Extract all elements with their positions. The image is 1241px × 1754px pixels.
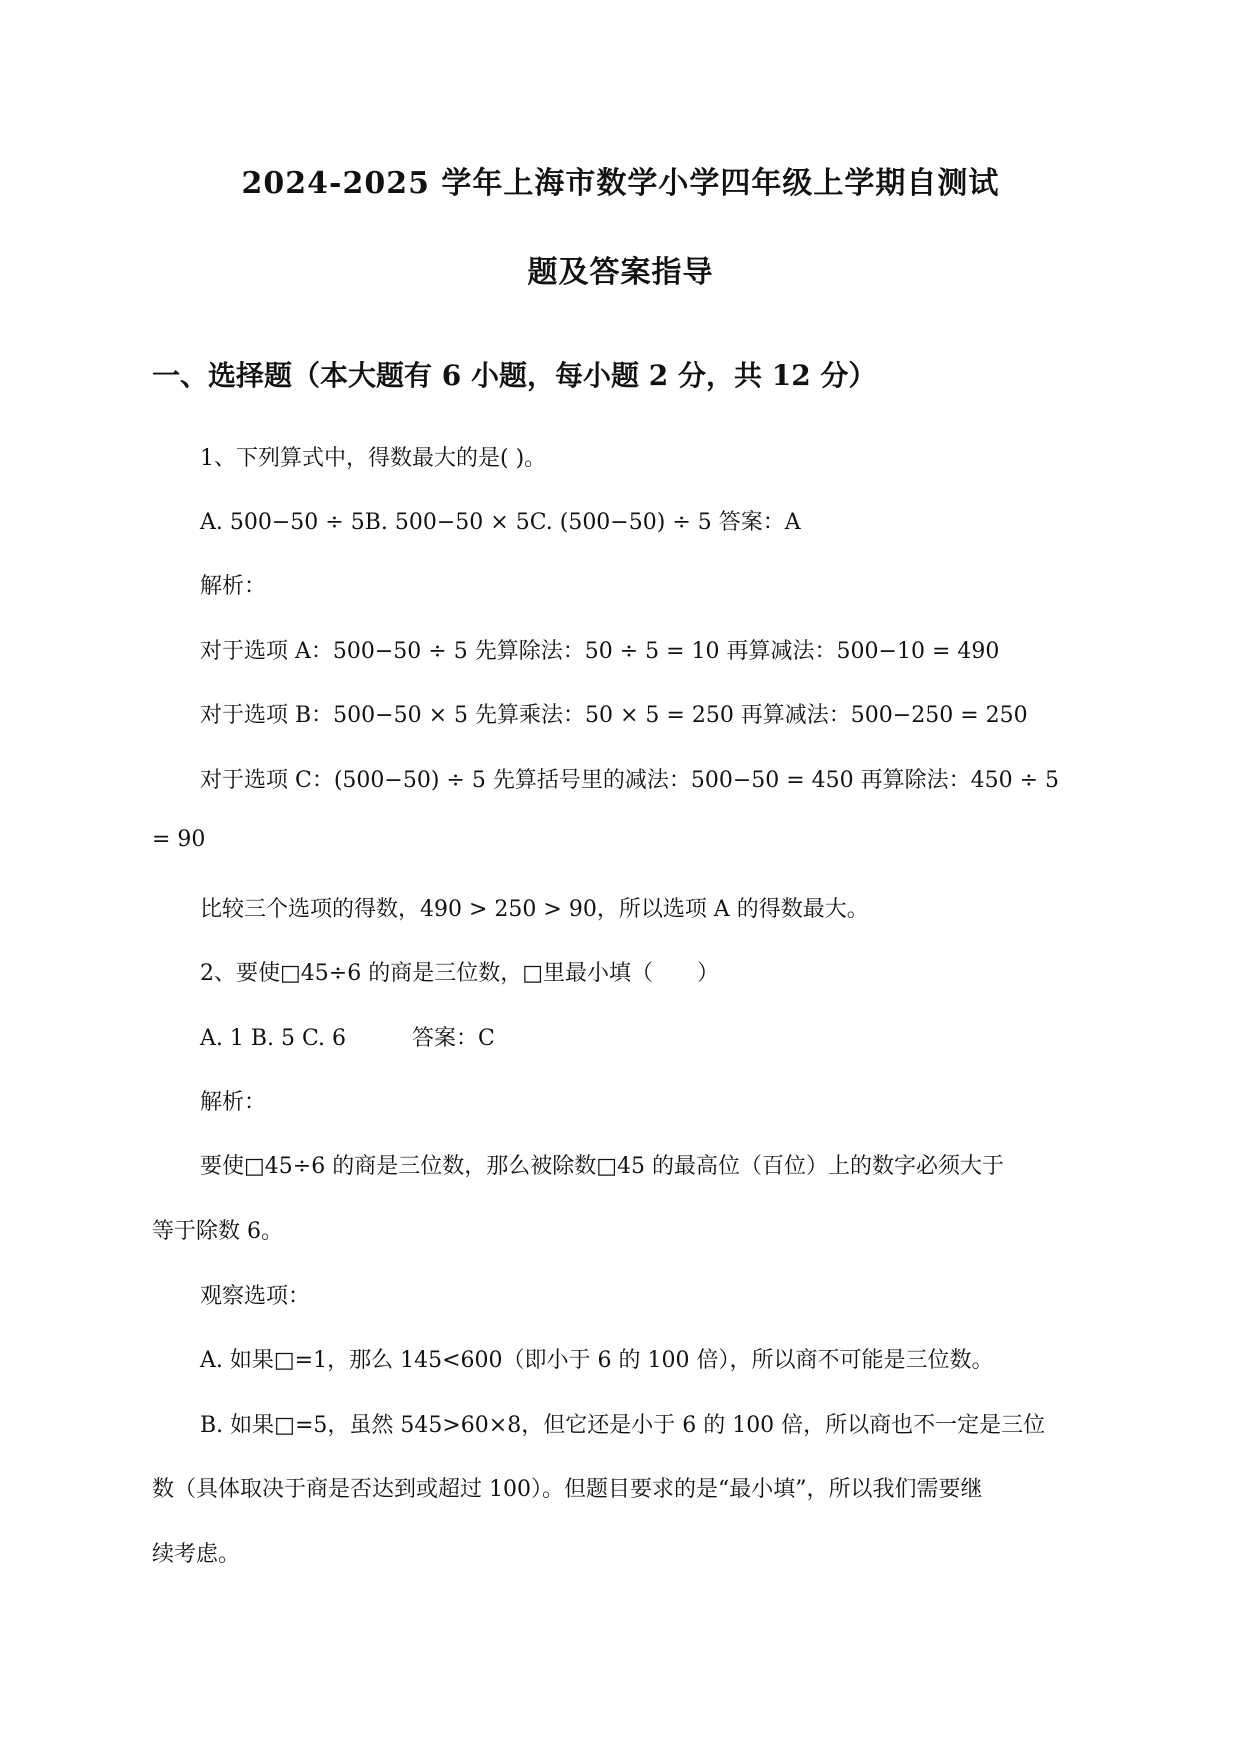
question-1-analysis-option-c-line-2: = 90 <box>152 827 206 852</box>
question-2-option-b-analysis-line-3: 续考虑。 <box>152 1542 241 1567</box>
question-2-options-answer: A. 1 B. 5 C. 6 答案：C <box>200 1026 495 1051</box>
question-1-analysis-option-b: 对于选项 B：500−50 × 5 先算乘法：50 × 5 = 250 再算减法：500−250 = 250 <box>200 703 1028 728</box>
question-1-analysis-option-a: 对于选项 A：500−50 ÷ 5 先算除法：50 ÷ 5 = 10 再算减法：500−10 = 490 <box>200 639 1000 664</box>
question-1-stem: 1、下列算式中，得数最大的是( )。 <box>200 446 547 471</box>
section-heading-multiple-choice: 一、选择题（本大题有 6 小题，每小题 2 分，共 12 分） <box>152 359 877 392</box>
document-title-line-2: 题及答案指导 <box>527 255 714 290</box>
document-title-line-1: 2024-2025 学年上海市数学小学四年级上学期自测试 <box>241 166 1000 201</box>
question-2-option-b-analysis-line-1: B. 如果□=5，虽然 545>60×8，但它还是小于 6 的 100 倍，所以商也不一定是三位 <box>200 1413 1046 1438</box>
question-2-option-b-analysis-line-2: 数（具体取决于商是否达到或超过 100）。但题目要求的是“最小填”，所以我们需要继 <box>152 1477 983 1502</box>
question-1-analysis-label: 解析： <box>200 574 267 599</box>
question-1-analysis-option-c-line-1: 对于选项 C：(500−50) ÷ 5 先算括号里的减法：500−50 = 450 再算除法：450 ÷ 5 <box>200 768 1060 793</box>
question-2-analysis-label: 解析： <box>200 1090 267 1115</box>
question-2-analysis-paragraph-line-2: 等于除数 6。 <box>152 1219 283 1244</box>
question-2-option-a-analysis: A. 如果□=1，那么 145<600（即小于 6 的 100 倍），所以商不可能是三位数。 <box>200 1348 994 1373</box>
question-1-conclusion: 比较三个选项的得数，490 > 250 > 90，所以选项 A 的得数最大。 <box>200 897 869 922</box>
question-2-stem: 2、要使□45÷6 的商是三位数，□里最小填（ ） <box>200 961 719 986</box>
question-2-analysis-paragraph-line-1: 要使□45÷6 的商是三位数，那么被除数□45 的最高位（百位）上的数字必须大于 <box>200 1154 1004 1179</box>
question-1-options-answer: A. 500−50 ÷ 5B. 500−50 × 5C. (500−50) ÷ 5 答案：A <box>200 510 801 535</box>
question-2-observe-label: 观察选项： <box>200 1284 311 1309</box>
